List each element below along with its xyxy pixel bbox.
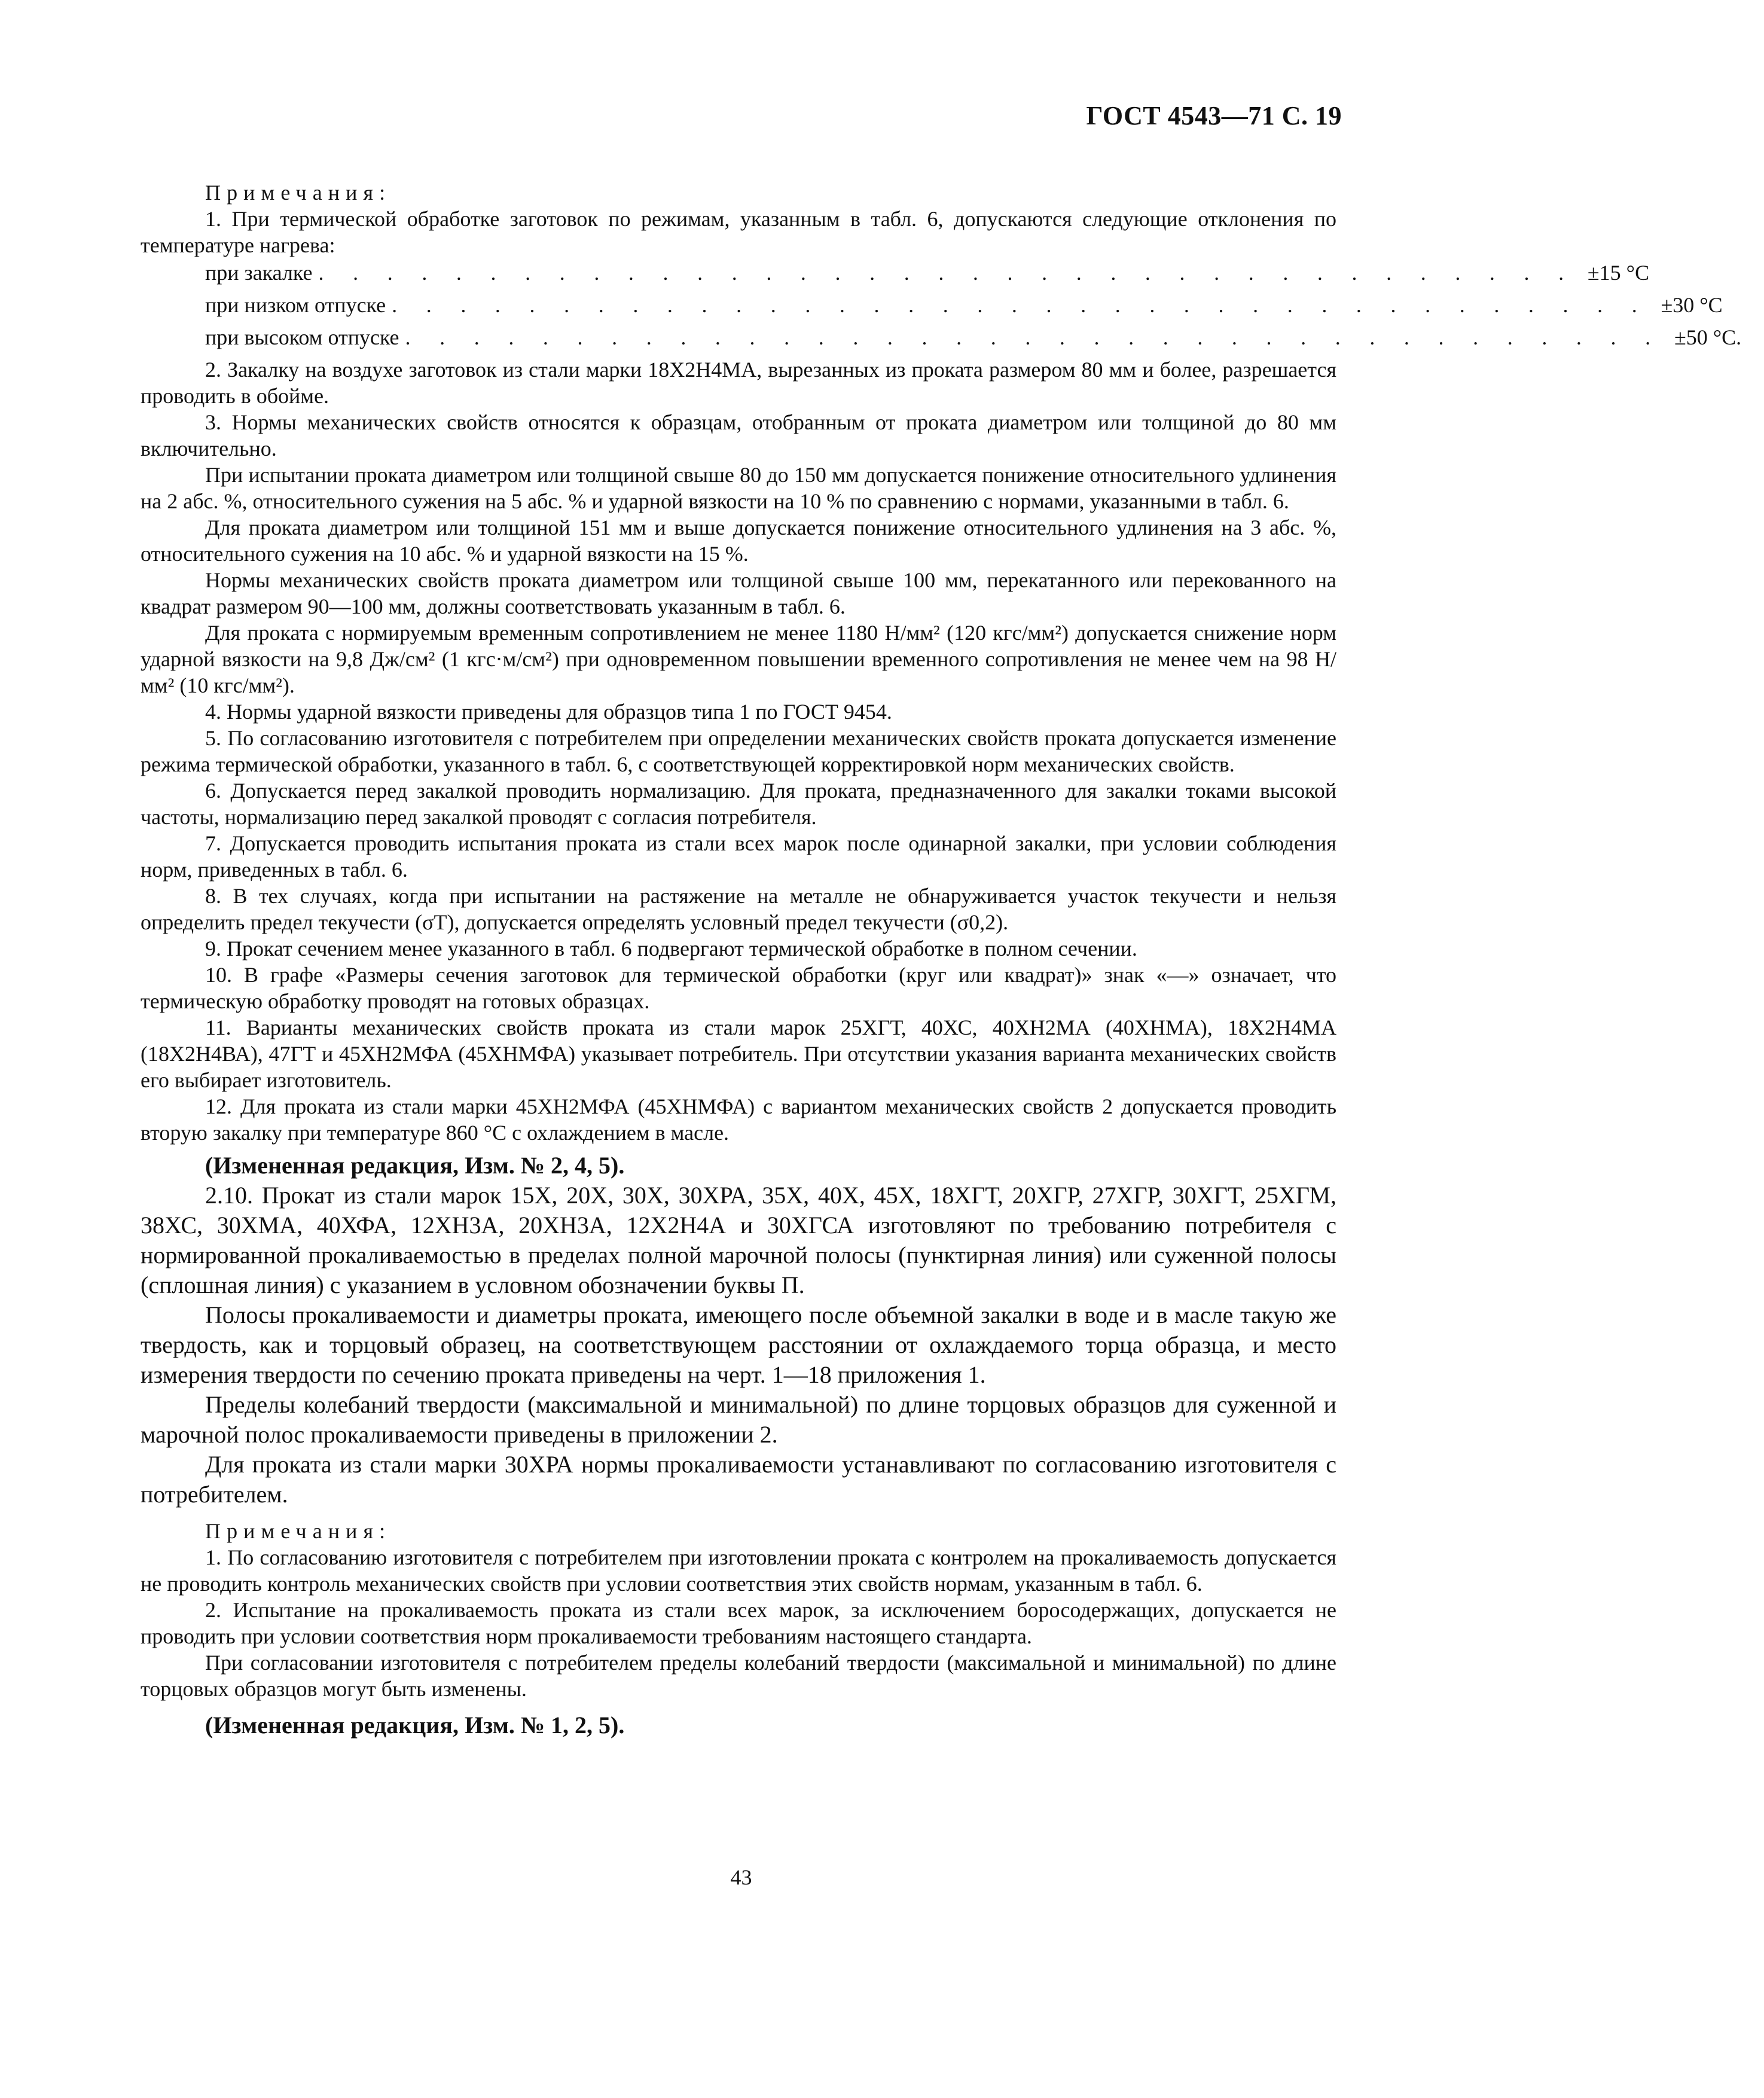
tolerance-value: ±15 °C — [1587, 261, 1650, 285]
note-2-para-a: При согласовании изготовителя с потребителем пределы колебаний твердости (максимальной и минимальной) по длине торцовых образцов могут быть изменены. — [141, 1651, 1336, 1701]
note-1: 1. При термической обработке заготовок по режимам, указанным в табл. 6, допускаются следующие отклонения по температуре нагрева: — [141, 207, 1336, 257]
tolerance-label: при низком отпуске — [205, 293, 386, 317]
note-12: 12. Для проката из стали марки 45ХН2МФА (45ХНМФА) с вариантом механических свойств 2 допускается проводить вторую закалку при температуре 860 °С с охлаждением в масле. — [141, 1094, 1336, 1145]
note-11: 11. Варианты механических свойств проката из стали марок 25ХГТ, 40ХС, 40ХН2МА (40ХНМА), 18Х2Н4МА (18Х2Н4ВА), 47ГТ и 45ХН2МФА (45ХНМФА) указывает потребитель. При отсутствии указания варианта механических свойств его выбирает изготовитель. — [141, 1016, 1336, 1092]
dot-leader: . . . . . . . . . . . . . . . . . . . . . . . . . . . . . . . . . . . . . — [318, 261, 1576, 285]
tolerance-label: при высоком отпуске — [205, 325, 399, 349]
tolerance-value: ±30 °C — [1661, 293, 1723, 317]
note-2: 2. Испытание на прокаливаемость проката из стали всех марок, за исключением боросодержащих, допускается не проводить при условии соответствия норм прокаливаемости требованиям настоящего стандарта. — [141, 1598, 1336, 1648]
note-9: 9. Прокат сечением менее указанного в табл. 6 подвергают термической обработке в полном сечении. — [205, 937, 1137, 960]
page-number: 43 — [730, 1865, 752, 1889]
tolerance-label: при закалке — [205, 261, 313, 285]
section-paragraph: Пределы колебаний твердости (максимальной и минимальной) по длине торцовых образцов для суженной и марочной полос прокаливаемости приведены в приложении 2. — [141, 1391, 1336, 1448]
note-1: 1. По согласованию изготовителя с потребителем при изготовлении проката с контролем на прокаливаемость допускается не проводить контроль механических свойств при условии соответствия этих свойств нормам, указанным в табл. 6. — [141, 1545, 1336, 1596]
note-10: 10. В графе «Размеры сечения заготовок для термической обработки (круг или квадрат)» знак «—» означает, что термическую обработку проводят на готовых образцах. — [141, 963, 1336, 1013]
note-3-para-d: Для проката с нормируемым временным сопротивлением не менее 1180 Н/мм² (120 кгс/мм²) допускается снижение норм ударной вязкости на 9,8 Дж/см² (1 кгс·м/см²) при одновременном повышении временного сопротивления не менее чем на 98 Н/мм² (10 кгс/мм²). — [141, 621, 1336, 697]
tolerance-row — [205, 292, 1723, 318]
tolerance-row — [205, 324, 1742, 350]
note-3-para-a: При испытании проката диаметром или толщиной свыше 80 до 150 мм допускается понижение относительного удлинения на 2 абс. %, относительного сужения на 5 абс. % и ударной вязкости на 10 % по сравнению с нормами, указанными в табл. 6. — [141, 463, 1336, 513]
revision-note: (Измененная редакция, Изм. № 2, 4, 5). — [205, 1152, 625, 1179]
note-3-para-c: Нормы механических свойств проката диаметром или толщиной свыше 100 мм, перекатанного или перекованного на квадрат размером 90—100 мм, должны соответствовать указанным в табл. 6. — [141, 568, 1336, 618]
section-2-10: 2.10. Прокат из стали марок 15Х, 20Х, 30Х, 30ХРА, 35Х, 40Х, 45Х, 18ХГТ, 20ХГР, 27ХГР, 30ХГТ, 25ХГМ, 38ХС, 30ХМА, 40ХФА, 12ХН3А, 20ХН3А, 12Х2Н4А и 30ХГСА изготовляют по требованию потребителя с нормированной прокаливаемостью в пределах полной марочной полосы (пунктирная линия) или суженной полосы (сплошная линия) с указанием в условном обозначении буквы П. — [141, 1182, 1336, 1298]
notes-heading: Примечания: — [205, 181, 392, 205]
section-paragraph: Для проката из стали марки 30ХРА нормы прокаливаемости устанавливают по согласованию изготовителя с потребителем. — [141, 1451, 1336, 1508]
page-content — [141, 179, 1742, 1740]
note-3-para-b: Для проката диаметром или толщиной 151 мм и выше допускается понижение относительного удлинения на 3 абс. %, относительного сужения на 10 абс. % и ударной вязкости на 15 %. — [141, 516, 1336, 566]
dot-leader: . . . . . . . . . . . . . . . . . . . . . . . . . . . . . . . . . . . . . — [392, 293, 1649, 317]
page-header: ГОСТ 4543—71 С. 19 — [1086, 101, 1342, 130]
tolerance-list — [205, 260, 1742, 350]
note-4: 4. Нормы ударной вязкости приведены для образцов типа 1 по ГОСТ 9454. — [205, 700, 892, 724]
note-3: 3. Нормы механических свойств относятся к образцам, отобранным от проката диаметром или толщиной до 80 мм включительно. — [141, 410, 1336, 461]
note-8: 8. В тех случаях, когда при испытании на растяжение на металле не обнаруживается участок текучести и нельзя определить предел текучести (σТ), допускается определять условный предел текучести (σ0,2). — [141, 884, 1336, 934]
tolerance-value: ±50 °C. — [1674, 325, 1742, 349]
note-2: 2. Закалку на воздухе заготовок из стали марки 18Х2Н4МА, вырезанных из проката размером 80 мм и более, разрешается проводить в обойме. — [141, 358, 1336, 408]
section-paragraph: Полосы прокаливаемости и диаметры проката, имеющего после объемной закалки в воде и в масле такую же твердость, как и торцовый образец, на соответствующем расстоянии от охлаждаемого торца образца, и место измерения твердости по сечению проката приведены на черт. 1—18 приложения 1. — [141, 1301, 1336, 1388]
note-5: 5. По согласованию изготовителя с потребителем при определении механических свойств проката допускается изменение режима термической обработки, указанного в табл. 6, с соответствующей корректировкой норм механических свойств. — [141, 726, 1336, 776]
note-7: 7. Допускается проводить испытания проката из стали всех марок после одинарной закалки, при условии соблюдения норм, приведенных в табл. 6. — [141, 831, 1336, 882]
notes-heading: Примечания: — [205, 1519, 392, 1543]
dot-leader: . . . . . . . . . . . . . . . . . . . . . . . . . . . . . . . . . . . . . — [405, 325, 1662, 349]
note-6: 6. Допускается перед закалкой проводить нормализацию. Для проката, предназначенного для закалки токами высокой частоты, нормализацию перед закалкой проводят с согласия потребителя. — [141, 779, 1336, 829]
tolerance-row — [205, 260, 1650, 286]
revision-note: (Измененная редакция, Изм. № 1, 2, 5). — [205, 1712, 625, 1739]
